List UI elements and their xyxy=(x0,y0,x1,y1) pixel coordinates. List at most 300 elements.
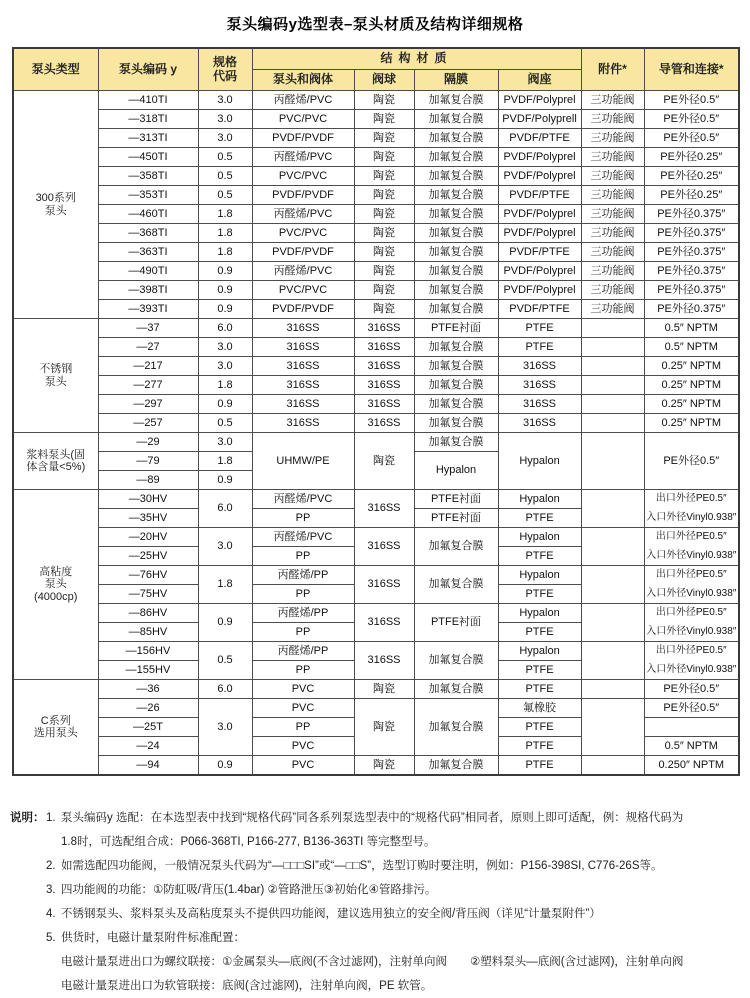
note-line: 四功能阀的功能：①防虹吸/背压(1.4bar) ②管路泄压③初始化④管路排污。 xyxy=(61,884,437,896)
spec-cell: 316SS xyxy=(354,642,414,680)
pump-type-cell: 不锈钢 泵头 xyxy=(13,319,98,433)
table-row xyxy=(13,699,739,718)
spec-cell: 丙醛烯/PVC xyxy=(252,148,354,167)
spec-cell: 1.8 xyxy=(198,224,252,243)
table-row xyxy=(13,110,739,129)
header-valve-seat: 阀座 xyxy=(498,70,581,91)
spec-cell: —368TI xyxy=(98,224,198,243)
table-header xyxy=(13,48,739,91)
pump-type-cell: 高粘度 泵头 (4000cp) xyxy=(13,490,98,680)
spec-cell: 1.8 xyxy=(198,566,252,604)
spec-cell: 丙醛烯/PVC xyxy=(252,262,354,281)
spec-cell: PVDF/Polyprell xyxy=(498,110,581,129)
spec-cell: 陶瓷 xyxy=(354,300,414,319)
table-row xyxy=(13,148,739,167)
spec-cell: —89 xyxy=(98,471,198,490)
spec-cell xyxy=(581,642,644,680)
header-spec-code: 规格 代码 xyxy=(198,48,252,91)
spec-cell: 0.9 xyxy=(198,395,252,414)
table-row xyxy=(13,395,739,414)
note-number: 2. xyxy=(46,860,56,872)
table-row xyxy=(13,528,739,547)
spec-cell: 0.25″ NPTM xyxy=(644,395,739,414)
spec-cell: 三功能阀 xyxy=(581,281,644,300)
spec-cell: 陶瓷 xyxy=(354,433,414,490)
spec-cell: 陶瓷 xyxy=(354,224,414,243)
spec-cell: PP xyxy=(252,509,354,528)
spec-cell: 316SS xyxy=(354,376,414,395)
spec-cell: PTFE xyxy=(498,319,581,338)
note-item xyxy=(46,854,750,878)
spec-cell: PP xyxy=(252,547,354,566)
spec-cell: 三功能阀 xyxy=(581,205,644,224)
spec-cell: 加氟复合膜 xyxy=(414,699,498,756)
spec-cell: —25HV xyxy=(98,547,198,566)
spec-cell: 氟橡胶 xyxy=(498,699,581,718)
spec-cell: —318TI xyxy=(98,110,198,129)
notes-section xyxy=(10,806,750,998)
spec-cell: PE外径0.5″ xyxy=(644,680,739,699)
table-row xyxy=(13,319,739,338)
table-row xyxy=(13,433,739,452)
spec-cell: 0.9 xyxy=(198,756,252,776)
spec-cell: PTFE xyxy=(498,756,581,776)
spec-cell: 加氟复合膜 xyxy=(414,281,498,300)
spec-cell: —393TI xyxy=(98,300,198,319)
spec-cell xyxy=(644,490,739,528)
spec-cell: 加氟复合膜 xyxy=(414,91,498,110)
conduit-line: 出口外径PE0.5″ xyxy=(655,569,727,580)
conduit-line: 出口外径PE0.5″ xyxy=(655,493,727,504)
spec-cell: 0.25″ NPTM xyxy=(644,357,739,376)
spec-cell: PVDF/Polyprel xyxy=(498,205,581,224)
table-row xyxy=(13,224,739,243)
spec-cell: 陶瓷 xyxy=(354,699,414,756)
spec-cell: PE外径0.5″ xyxy=(644,91,739,110)
spec-cell: 3.0 xyxy=(198,91,252,110)
spec-cell: PP xyxy=(252,661,354,680)
spec-cell: 丙醛烯/PVC xyxy=(252,91,354,110)
spec-cell: —26 xyxy=(98,699,198,718)
spec-cell: 加氟复合膜 xyxy=(414,338,498,357)
spec-cell: 加氟复合膜 xyxy=(414,528,498,566)
spec-cell: 316SS xyxy=(252,376,354,395)
spec-cell: 3.0 xyxy=(198,129,252,148)
spec-cell: 丙醛烯/PVC xyxy=(252,205,354,224)
spec-cell: PE外径0.375″ xyxy=(644,243,739,262)
spec-cell: 三功能阀 xyxy=(581,262,644,281)
spec-cell: —363TI xyxy=(98,243,198,262)
spec-cell: 陶瓷 xyxy=(354,148,414,167)
spec-cell: 三功能阀 xyxy=(581,186,644,205)
note-number: 4. xyxy=(46,908,56,920)
table-row xyxy=(13,338,739,357)
header-material-group: 结构材质 xyxy=(252,48,581,70)
spec-cell: 0.5″ NPTM xyxy=(644,319,739,338)
note-line: 电磁计量泵进出口为螺纹联接：①金属泵头—底阀(不含过滤网)，注射单向阀 ②塑料泵头—底阀(含过滤网)，注射单向阀 xyxy=(61,956,684,968)
spec-cell: —25T xyxy=(98,718,198,737)
note-number: 1. xyxy=(46,812,56,824)
spec-cell: —358TI xyxy=(98,167,198,186)
spec-cell: PE外径0.375″ xyxy=(644,262,739,281)
spec-cell: —156HV xyxy=(98,642,198,661)
spec-cell: 316SS xyxy=(498,395,581,414)
spec-cell: 陶瓷 xyxy=(354,167,414,186)
spec-cell: —20HV xyxy=(98,528,198,547)
table-row xyxy=(13,680,739,699)
spec-cell: 陶瓷 xyxy=(354,262,414,281)
spec-cell: Hypalon xyxy=(498,433,581,490)
spec-cell: Hypalon xyxy=(414,452,498,490)
spec-cell: PTFE xyxy=(498,661,581,680)
spec-cell: PVC xyxy=(252,756,354,776)
spec-cell: 316SS xyxy=(498,414,581,433)
spec-cell: 1.8 xyxy=(198,205,252,224)
spec-cell: —353TI xyxy=(98,186,198,205)
spec-cell: PTFE xyxy=(498,547,581,566)
spec-cell xyxy=(644,642,739,680)
spec-cell: 316SS xyxy=(354,357,414,376)
spec-cell: —155HV xyxy=(98,661,198,680)
spec-cell: 316SS xyxy=(354,528,414,566)
spec-cell: PTFE xyxy=(498,737,581,756)
spec-cell: —30HV xyxy=(98,490,198,509)
table-row xyxy=(13,300,739,319)
spec-cell: PVDF/PVDF xyxy=(252,300,354,319)
spec-cell: 0.25″ NPTM xyxy=(644,376,739,395)
spec-cell: Hypalon xyxy=(498,566,581,585)
spec-cell: 陶瓷 xyxy=(354,205,414,224)
spec-cell: 1.8 xyxy=(198,452,252,471)
spec-cell xyxy=(581,604,644,642)
pump-spec-table xyxy=(12,47,740,776)
spec-cell: 316SS xyxy=(252,414,354,433)
spec-cell: 三功能阀 xyxy=(581,167,644,186)
spec-cell: 加氟复合膜 xyxy=(414,262,498,281)
spec-cell: 丙醛烯/PP xyxy=(252,566,354,585)
spec-cell: 加氟复合膜 xyxy=(414,756,498,776)
spec-cell: 1.8 xyxy=(198,376,252,395)
spec-cell: 加氟复合膜 xyxy=(414,357,498,376)
spec-cell: 三功能阀 xyxy=(581,300,644,319)
header-head-valve-body: 泵头和阀体 xyxy=(252,70,354,91)
spec-cell: 316SS xyxy=(354,319,414,338)
spec-cell: —75HV xyxy=(98,585,198,604)
spec-cell: 0.5 xyxy=(198,186,252,205)
spec-cell: PVDF/Polyprel xyxy=(498,281,581,300)
spec-cell: PTFE衬面 xyxy=(414,490,498,509)
spec-cell: 三功能阀 xyxy=(581,91,644,110)
spec-cell: 加氟复合膜 xyxy=(414,433,498,452)
spec-cell: 0.25″ NPTM xyxy=(644,414,739,433)
spec-cell: —76HV xyxy=(98,566,198,585)
conduit-line: 入口外径Vinyl0.938″ xyxy=(646,511,737,523)
spec-cell: PTFE衬面 xyxy=(414,509,498,528)
spec-cell: PVDF/PVDF xyxy=(252,243,354,262)
spec-cell xyxy=(581,357,644,376)
spec-cell: PVC/PVC xyxy=(252,224,354,243)
spec-cell: 陶瓷 xyxy=(354,243,414,262)
spec-cell: PVC/PVC xyxy=(252,281,354,300)
spec-cell: —27 xyxy=(98,338,198,357)
table-row xyxy=(13,642,739,661)
spec-cell: PE外径0.5″ xyxy=(644,433,739,490)
note-line: 电磁计量泵进出口为软管联接：底阀(含过滤网)，注射单向阀，PE 软管。 xyxy=(61,980,433,992)
spec-cell: 加氟复合膜 xyxy=(414,300,498,319)
spec-cell: —37 xyxy=(98,319,198,338)
conduit-line: 入口外径Vinyl0.938″ xyxy=(646,587,737,599)
notes-items xyxy=(46,806,750,998)
conduit-line: 出口外径PE0.5″ xyxy=(655,531,727,542)
spec-cell: 0.5″ NPTM xyxy=(644,338,739,357)
spec-cell: 0.9 xyxy=(198,300,252,319)
spec-cell: PVDF/PTFE xyxy=(498,186,581,205)
header-pump-type: 泵头类型 xyxy=(13,48,98,91)
spec-cell: —410TI xyxy=(98,91,198,110)
spec-cell: 三功能阀 xyxy=(581,110,644,129)
spec-cell: PE外径0.5″ xyxy=(644,699,739,718)
table-row xyxy=(13,376,739,395)
spec-cell: PVC xyxy=(252,680,354,699)
table-row xyxy=(13,604,739,623)
conduit-line: 出口外径PE0.5″ xyxy=(655,645,727,656)
notes-label: 说明： xyxy=(10,812,45,824)
spec-cell: 加氟复合膜 xyxy=(414,376,498,395)
spec-cell: —313TI xyxy=(98,129,198,148)
spec-cell: 316SS xyxy=(354,490,414,528)
note-number: 3. xyxy=(46,884,56,896)
spec-cell: 陶瓷 xyxy=(354,680,414,699)
spec-cell: 加氟复合膜 xyxy=(414,167,498,186)
note-item xyxy=(46,878,750,902)
spec-cell xyxy=(581,680,644,699)
spec-cell: 加氟复合膜 xyxy=(414,680,498,699)
spec-cell xyxy=(644,604,739,642)
spec-cell: 加氟复合膜 xyxy=(414,566,498,604)
table-row xyxy=(13,129,739,148)
header-diaphragm: 隔膜 xyxy=(414,70,498,91)
pump-type-cell: 300系列 泵头 xyxy=(13,91,98,319)
spec-cell: 6.0 xyxy=(198,319,252,338)
spec-cell: PP xyxy=(252,585,354,604)
spec-cell: 陶瓷 xyxy=(354,110,414,129)
note-line: 1.8时，可选配组合成：P066-368TI, P166-277, B136-363TI 等完整型号。 xyxy=(61,836,436,848)
spec-cell: 加氟复合膜 xyxy=(414,243,498,262)
spec-cell: 陶瓷 xyxy=(354,281,414,300)
spec-cell: 加氟复合膜 xyxy=(414,642,498,680)
spec-cell: 三功能阀 xyxy=(581,224,644,243)
table-row xyxy=(13,243,739,262)
spec-cell: Hypalon xyxy=(498,604,581,623)
spec-cell xyxy=(644,718,739,737)
spec-cell xyxy=(581,566,644,604)
spec-cell: PE外径0.25″ xyxy=(644,148,739,167)
spec-cell: 1.8 xyxy=(198,243,252,262)
table-row xyxy=(13,167,739,186)
spec-cell: PVDF/PTFE xyxy=(498,243,581,262)
spec-cell: 三功能阀 xyxy=(581,129,644,148)
header-valve-ball: 阀球 xyxy=(354,70,414,91)
spec-cell: 316SS xyxy=(354,414,414,433)
spec-cell: PVDF/PVDF xyxy=(252,129,354,148)
spec-cell: 0.9 xyxy=(198,604,252,642)
spec-cell: 陶瓷 xyxy=(354,91,414,110)
spec-cell: —450TI xyxy=(98,148,198,167)
spec-cell: —85HV xyxy=(98,623,198,642)
conduit-line: 入口外径Vinyl0.938″ xyxy=(646,549,737,561)
spec-cell: —36 xyxy=(98,680,198,699)
spec-cell xyxy=(581,490,644,528)
spec-cell: PTFE xyxy=(498,585,581,604)
spec-cell: 3.0 xyxy=(198,528,252,566)
table-row xyxy=(13,490,739,509)
spec-cell: —217 xyxy=(98,357,198,376)
note-item xyxy=(46,902,750,926)
spec-cell: 陶瓷 xyxy=(354,756,414,776)
spec-cell: 316SS xyxy=(498,357,581,376)
spec-cell: PVC/PVC xyxy=(252,110,354,129)
spec-cell: PP xyxy=(252,718,354,737)
spec-cell: PVDF/Polyprel xyxy=(498,262,581,281)
note-item xyxy=(46,806,750,854)
table-row xyxy=(13,756,739,776)
spec-cell: 加氟复合膜 xyxy=(414,205,498,224)
spec-cell xyxy=(581,319,644,338)
spec-cell xyxy=(644,566,739,604)
spec-cell: 6.0 xyxy=(198,490,252,528)
spec-table-body xyxy=(13,91,739,776)
spec-cell: 316SS xyxy=(498,376,581,395)
spec-cell: Hypalon xyxy=(498,642,581,661)
table-row xyxy=(13,566,739,585)
spec-cell: PE外径0.25″ xyxy=(644,186,739,205)
spec-cell: 3.0 xyxy=(198,699,252,756)
spec-cell: 0.9 xyxy=(198,471,252,490)
note-line: 供货时，电磁计量泵附件标准配置： xyxy=(61,932,245,944)
spec-cell: PE外径0.5″ xyxy=(644,110,739,129)
spec-cell: 丙醛烯/PVC xyxy=(252,528,354,547)
spec-cell xyxy=(581,414,644,433)
spec-cell: PVDF/Polyprel xyxy=(498,167,581,186)
spec-cell: —297 xyxy=(98,395,198,414)
spec-cell xyxy=(581,699,644,756)
spec-cell: Hypalon xyxy=(498,528,581,547)
spec-cell: 加氟复合膜 xyxy=(414,186,498,205)
spec-cell: 0.5 xyxy=(198,167,252,186)
spec-cell: PTFE xyxy=(498,718,581,737)
spec-cell: 3.0 xyxy=(198,433,252,452)
spec-cell: 3.0 xyxy=(198,338,252,357)
spec-cell xyxy=(581,433,644,490)
spec-cell: 陶瓷 xyxy=(354,186,414,205)
spec-cell: 316SS xyxy=(252,319,354,338)
spec-cell: 加氟复合膜 xyxy=(414,224,498,243)
table-row xyxy=(13,91,739,110)
spec-cell: —94 xyxy=(98,756,198,776)
spec-cell: —86HV xyxy=(98,604,198,623)
spec-cell xyxy=(581,376,644,395)
spec-cell: PVC xyxy=(252,737,354,756)
spec-cell: 三功能阀 xyxy=(581,148,644,167)
spec-cell: 丙醛烯/PP xyxy=(252,642,354,661)
note-line: 不锈钢泵头、浆料泵头及高粘度泵头不提供四功能阀，建议选用独立的安全阀/背压阀（详见“计量泵附件”） xyxy=(61,908,601,920)
spec-cell: PE外径0.375″ xyxy=(644,205,739,224)
spec-cell: 316SS xyxy=(354,338,414,357)
spec-cell: 6.0 xyxy=(198,680,252,699)
spec-cell: —257 xyxy=(98,414,198,433)
spec-cell xyxy=(581,338,644,357)
spec-cell xyxy=(581,395,644,414)
spec-cell: 加氟复合膜 xyxy=(414,129,498,148)
spec-cell xyxy=(581,528,644,566)
page-title: 泵头编码y选型表–泵头材质及结构详细规格 xyxy=(226,16,524,33)
spec-cell: PVC/PVC xyxy=(252,167,354,186)
spec-cell: PVDF/PVDF xyxy=(252,186,354,205)
spec-cell: 丙醛烯/PVC xyxy=(252,490,354,509)
spec-cell: 0.5″ NPTM xyxy=(644,737,739,756)
spec-cell: 丙醛烯/PP xyxy=(252,604,354,623)
spec-cell: PVDF/Polyprel xyxy=(498,91,581,110)
spec-cell: 0.5 xyxy=(198,642,252,680)
spec-cell: 316SS xyxy=(252,338,354,357)
spec-cell: 0.250″ NPTM xyxy=(644,756,739,776)
spec-cell: —398TI xyxy=(98,281,198,300)
pump-type-cell: 浆料泵头(固 体含量<5%) xyxy=(13,433,98,490)
spec-cell: PTFE衬面 xyxy=(414,319,498,338)
spec-cell: 0.5 xyxy=(198,414,252,433)
spec-cell: PVDF/PTFE xyxy=(498,129,581,148)
spec-cell xyxy=(644,528,739,566)
spec-cell: PTFE xyxy=(498,623,581,642)
spec-cell: PVDF/PTFE xyxy=(498,300,581,319)
spec-cell: PE外径0.375″ xyxy=(644,224,739,243)
spec-cell: UHMW/PE xyxy=(252,433,354,490)
spec-cell: 316SS xyxy=(252,357,354,376)
spec-cell: PP xyxy=(252,623,354,642)
conduit-line: 出口外径PE0.5″ xyxy=(655,607,727,618)
spec-cell: PTFE xyxy=(498,338,581,357)
spec-cell: 陶瓷 xyxy=(354,129,414,148)
table-row xyxy=(13,281,739,300)
spec-cell: 316SS xyxy=(354,566,414,604)
spec-cell: PTFE衬面 xyxy=(414,604,498,642)
header-pump-code: 泵头编码 y xyxy=(98,48,198,91)
table-row xyxy=(13,262,739,281)
spec-cell: —29 xyxy=(98,433,198,452)
spec-cell: 0.5 xyxy=(198,148,252,167)
conduit-line: 入口外径Vinyl0.938″ xyxy=(646,663,737,675)
spec-cell: —490TI xyxy=(98,262,198,281)
conduit-line: 入口外径Vinyl0.938″ xyxy=(646,625,737,637)
spec-cell: 加氟复合膜 xyxy=(414,110,498,129)
spec-cell: 316SS xyxy=(252,395,354,414)
note-line: 如需选配四功能阀，一般情况泵头代码为“—□□□SI”或“—□□S”，选型订购时要注明，例如：P156-398SI, C776-26S等。 xyxy=(61,860,663,872)
spec-cell: PE外径0.5″ xyxy=(644,129,739,148)
spec-cell: 3.0 xyxy=(198,357,252,376)
table-row xyxy=(13,357,739,376)
spec-cell: PVC xyxy=(252,699,354,718)
spec-cell: 3.0 xyxy=(198,110,252,129)
spec-cell: 加氟复合膜 xyxy=(414,148,498,167)
spec-cell: 316SS xyxy=(354,395,414,414)
note-line: 泵头编码y 选配：在本选型表中找到“规格代码”同各系列泵选型表中的“规格代码”相同者，原则上即可适配，例：规格代码为 xyxy=(61,812,684,824)
spec-cell: —277 xyxy=(98,376,198,395)
header-accessory: 附件* xyxy=(581,48,644,91)
spec-cell: 0.9 xyxy=(198,281,252,300)
spec-cell: 0.9 xyxy=(198,262,252,281)
spec-cell: —24 xyxy=(98,737,198,756)
spec-cell: Hypalon xyxy=(498,490,581,509)
